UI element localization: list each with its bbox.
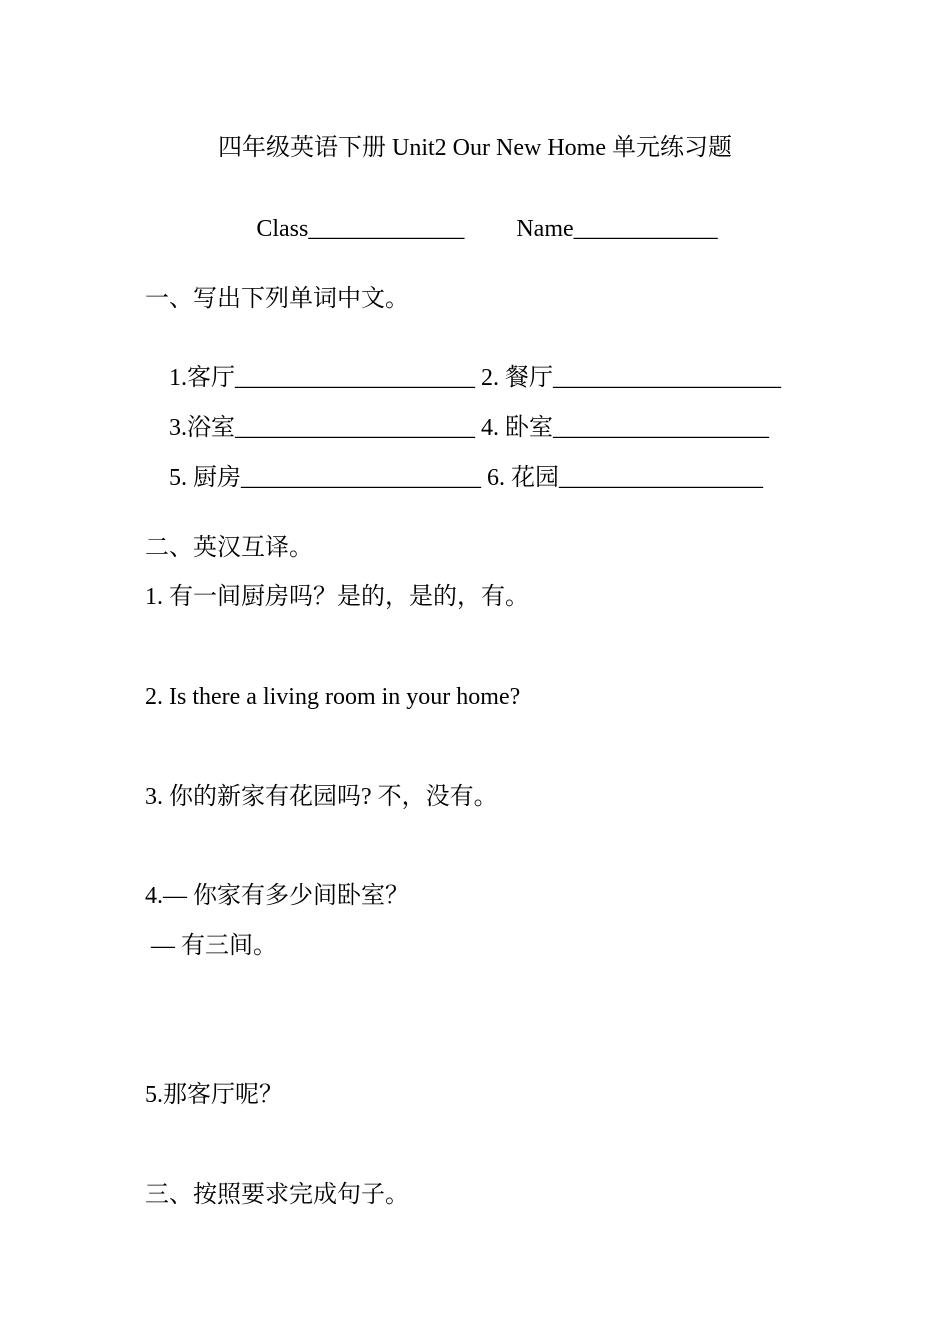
vocab-row-1 [145,333,781,391]
worksheet-title: 四年级英语下册 Unit2 Our New Home 单元练习题 [218,135,732,161]
translation-item-4-question: 4.— 你家有多少间卧室？ [145,883,409,909]
section2-heading: 二、英汉互译。 [145,535,313,561]
translation-item-4-answer: — 有三间。 [145,933,277,959]
translation-item-2: 2. Is there a living room in your home? [145,684,521,710]
translation-item-5: 5.那客厅呢？ [145,1082,283,1108]
vocab-row-2 [145,383,769,441]
class-blank: _____________ [308,216,465,242]
student-info-line [0,184,950,242]
vocab-item-garden: 6. 花园_________________ [487,465,763,491]
vocab-item-living-room: 1.客厅____________________ [169,365,475,391]
section1-heading: 一、写出下列单词中文。 [145,286,409,312]
vocab-item-dining-room: 2. 餐厅___________________ [481,365,781,391]
vocab-item-bedroom: 4. 卧室__________________ [481,415,769,441]
name-label: Name [516,216,574,242]
translation-item-1: 1. 有一间厨房吗？是的，是的，有。 [145,584,529,610]
vocab-item-kitchen: 5. 厨房____________________ [169,465,481,491]
section3-heading: 三、按照要求完成句子。 [145,1182,409,1208]
translation-item-3: 3. 你的新家有花园吗? 不，没有。 [145,784,498,810]
vocab-item-bathroom: 3.浴室____________________ [169,415,475,441]
vocab-row-3 [145,433,763,491]
class-label: Class [256,216,309,242]
name-blank: ____________ [573,216,718,242]
